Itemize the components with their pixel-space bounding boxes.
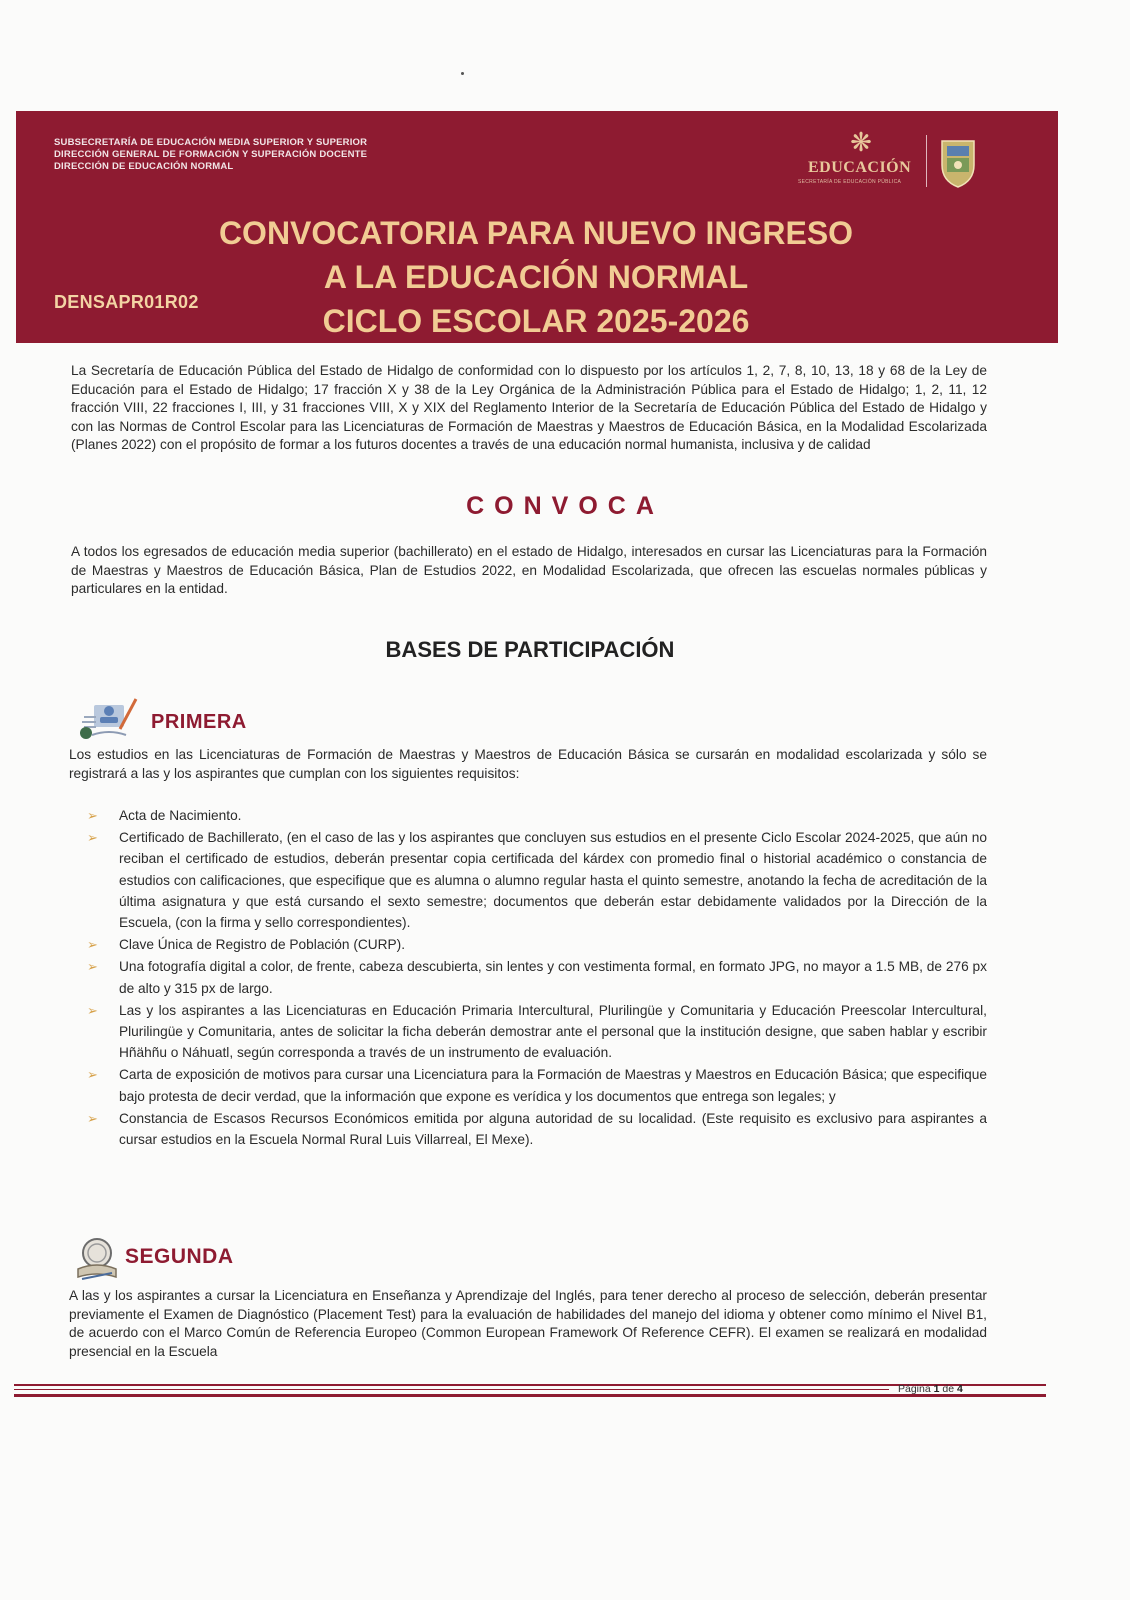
list-item <box>87 1108 987 1150</box>
document-title <box>136 211 936 343</box>
study-icon <box>76 695 142 741</box>
page-label: Página <box>898 1383 931 1395</box>
page-number <box>898 1383 963 1395</box>
arrow-bullet-icon: ➢ <box>87 1110 98 1126</box>
arrow-bullet-icon: ➢ <box>87 808 98 823</box>
hidalgo-shield-icon <box>938 137 978 189</box>
title-line: A LA EDUCACIÓN NORMAL <box>323 259 749 295</box>
requirement-text: Una fotografía digital a color, de frente, cabeza descubierta, sin lentes y con vestimenta formal, en formato JPG, no mayor a 1.5 MB, de 276 px de alto y 315 px de largo. <box>119 959 987 996</box>
arrow-bullet-icon: ➢ <box>87 1002 98 1018</box>
flower-icon: ❋ <box>850 127 872 157</box>
arrow-bullet-icon: ➢ <box>87 1067 98 1083</box>
dept-line: DIRECCIÓN DE EDUCACIÓN NORMAL <box>54 161 234 172</box>
title-line: CONVOCATORIA PARA NUEVO INGRESO <box>218 215 854 251</box>
document-code: DENSAPR01R02 <box>54 292 199 312</box>
list-item <box>87 934 987 955</box>
header-banner <box>16 111 1058 343</box>
intro-paragraph: La Secretaría de Educación Pública del Estado de Hidalgo de conformidad con lo dispuesto por los artículos 1, 2, 7, 8, 10, 13, 18 y 68 de la Ley de Educación para el Estado de Hidalgo; 17 fracción X y 38 de la Ley Orgánica de la Administración Pública para el Estado de Hidalgo; 1, 2, 11, 12 fracción VIII, 22 fracciones I, III, y 31 fracciones VIII, X y XIX del Reglamento Interior de la Secretaría de Educación Pública del Estado de Hidalgo y con las Normas de Control Escolar para las Licenciaturas de Formación de Maestras y Maestros de Educación Básica, en la Modalidad Escolarizada (Planes 2022) con el propósito de formar a los futuros docentes a través de una educación normal humanista, inclusiva y de calidad <box>71 363 987 453</box>
diploma-icon <box>72 1235 122 1285</box>
arrow-bullet-icon: ➢ <box>87 937 98 953</box>
list-item <box>87 1000 987 1064</box>
list-item <box>87 827 987 933</box>
footer-rule <box>14 1384 1046 1386</box>
list-item <box>87 956 987 998</box>
educacion-logo <box>796 129 916 189</box>
footer-rule <box>14 1389 889 1390</box>
bases-heading: BASES DE PARTICIPACIÓN <box>385 637 675 662</box>
page-of: de <box>942 1383 955 1395</box>
list-item <box>87 805 987 826</box>
arrow-bullet-icon: ➢ <box>87 959 98 975</box>
logo-subtext: SECRETARÍA DE EDUCACIÓN PÚBLICA <box>798 179 902 185</box>
primera-heading: PRIMERA <box>151 711 247 733</box>
page-total: 4 <box>957 1383 963 1395</box>
requirement-text: Constancia de Escasos Recursos Económicos emitida por alguna autoridad de su localidad. (Este requisito es exclusivo para aspirantes a cursar estudios en la Escuela Normal Rural Luis Villarreal, El Mexe). <box>119 1110 987 1148</box>
dept-line: DIRECCIÓN GENERAL DE FORMACIÓN Y SUPERACIÓN DOCENTE <box>54 149 368 160</box>
requirement-text: Acta de Nacimiento. <box>119 808 242 823</box>
convoca-paragraph: A todos los egresados de educación media superior (bachillerato) en el estado de Hidalgo, interesados en cursar las Licenciaturas para la Formación de Maestras y Maestros de Educación Básica, Plan de Estudios 2022, en Modalidad Escolarizada, que ofrecen las escuelas normales públicas y particulares en la entidad. <box>71 544 987 597</box>
requirement-text: Certificado de Bachillerato, (en el caso de las y los aspirantes que concluyen sus estudios en el presente Ciclo Escolar 2024-2025, que aún no reciban el certificado de estudios, deberán presentar copia certificada del kárdex con promedio final o historial académico o constancia de estudios con calificaciones, que especifique que es alumna o alumno regular hasta el quinto semestre, anotando la fecha de acreditación de la última asignatura y que está cursando el sexto semestre; documentos que deberán estar debidamente validados por la Dirección de la Escuela, (con la firma y sello correspondientes). <box>119 830 987 931</box>
title-line: CICLO ESCOLAR 2025-2026 <box>322 303 750 339</box>
requirement-text: Carta de exposición de motivos para cursar una Licenciatura para la Formación de Maestras y Maestros en Educación Básica; que especifique bajo protesta de decir verdad, que la información que expone es verídica y los documentos que entrega son legales; y <box>119 1067 987 1104</box>
requirement-text: Clave Única de Registro de Población (CURP). <box>119 937 406 953</box>
primera-paragraph: Los estudios en las Licenciaturas de Formación de Maestras y Maestros de Educación Básica se cursarán en modalidad escolarizada y sólo se registrará a las y los aspirantes que cumplan con los siguientes requisitos: <box>69 747 987 781</box>
footer-rule <box>14 1394 1046 1397</box>
logo-text: EDUCACIÓN <box>808 159 912 176</box>
page-current: 1 <box>933 1383 940 1395</box>
logo-divider <box>926 135 927 187</box>
requirements-list <box>87 805 987 1151</box>
list-item <box>87 1064 987 1106</box>
dept-line: SUBSECRETARÍA DE EDUCACIÓN MEDIA SUPERIOR Y SUPERIOR <box>54 137 368 148</box>
segunda-paragraph: A las y los aspirantes a cursar la Licenciatura en Enseñanza y Aprendizaje del Inglés, para tener derecho al proceso de selección, deberán presentar previamente el Examen de Diagnóstico (Placement Test) para la evaluación de habilidades del manejo del idioma y obtener como mínimo el Nivel B1, de acuerdo con el Marco Común de Referencia Europeo (Common European Framework Of Reference CEFR). El examen se realizará en modalidad presencial en la Escuela <box>69 1288 987 1359</box>
arrow-bullet-icon: ➢ <box>87 830 98 846</box>
department-lines <box>54 137 367 173</box>
requirement-text: Las y los aspirantes a las Licenciaturas en Educación Primaria Intercultural, Plurilingüe y Comunitaria y Educación Preescolar Intercultural, Plurilingüe y Comunitaria, antes de solicitar la ficha deberán demostrar ante el personal que la institución designe, que saben hablar y escribir Hñähñu o Náhuatl, según corresponda a través de un instrumento de evaluación. <box>119 1002 987 1061</box>
convoca-heading: CONVOCA <box>466 492 664 520</box>
scan-speck <box>461 72 464 75</box>
segunda-heading: SEGUNDA <box>125 1245 234 1268</box>
